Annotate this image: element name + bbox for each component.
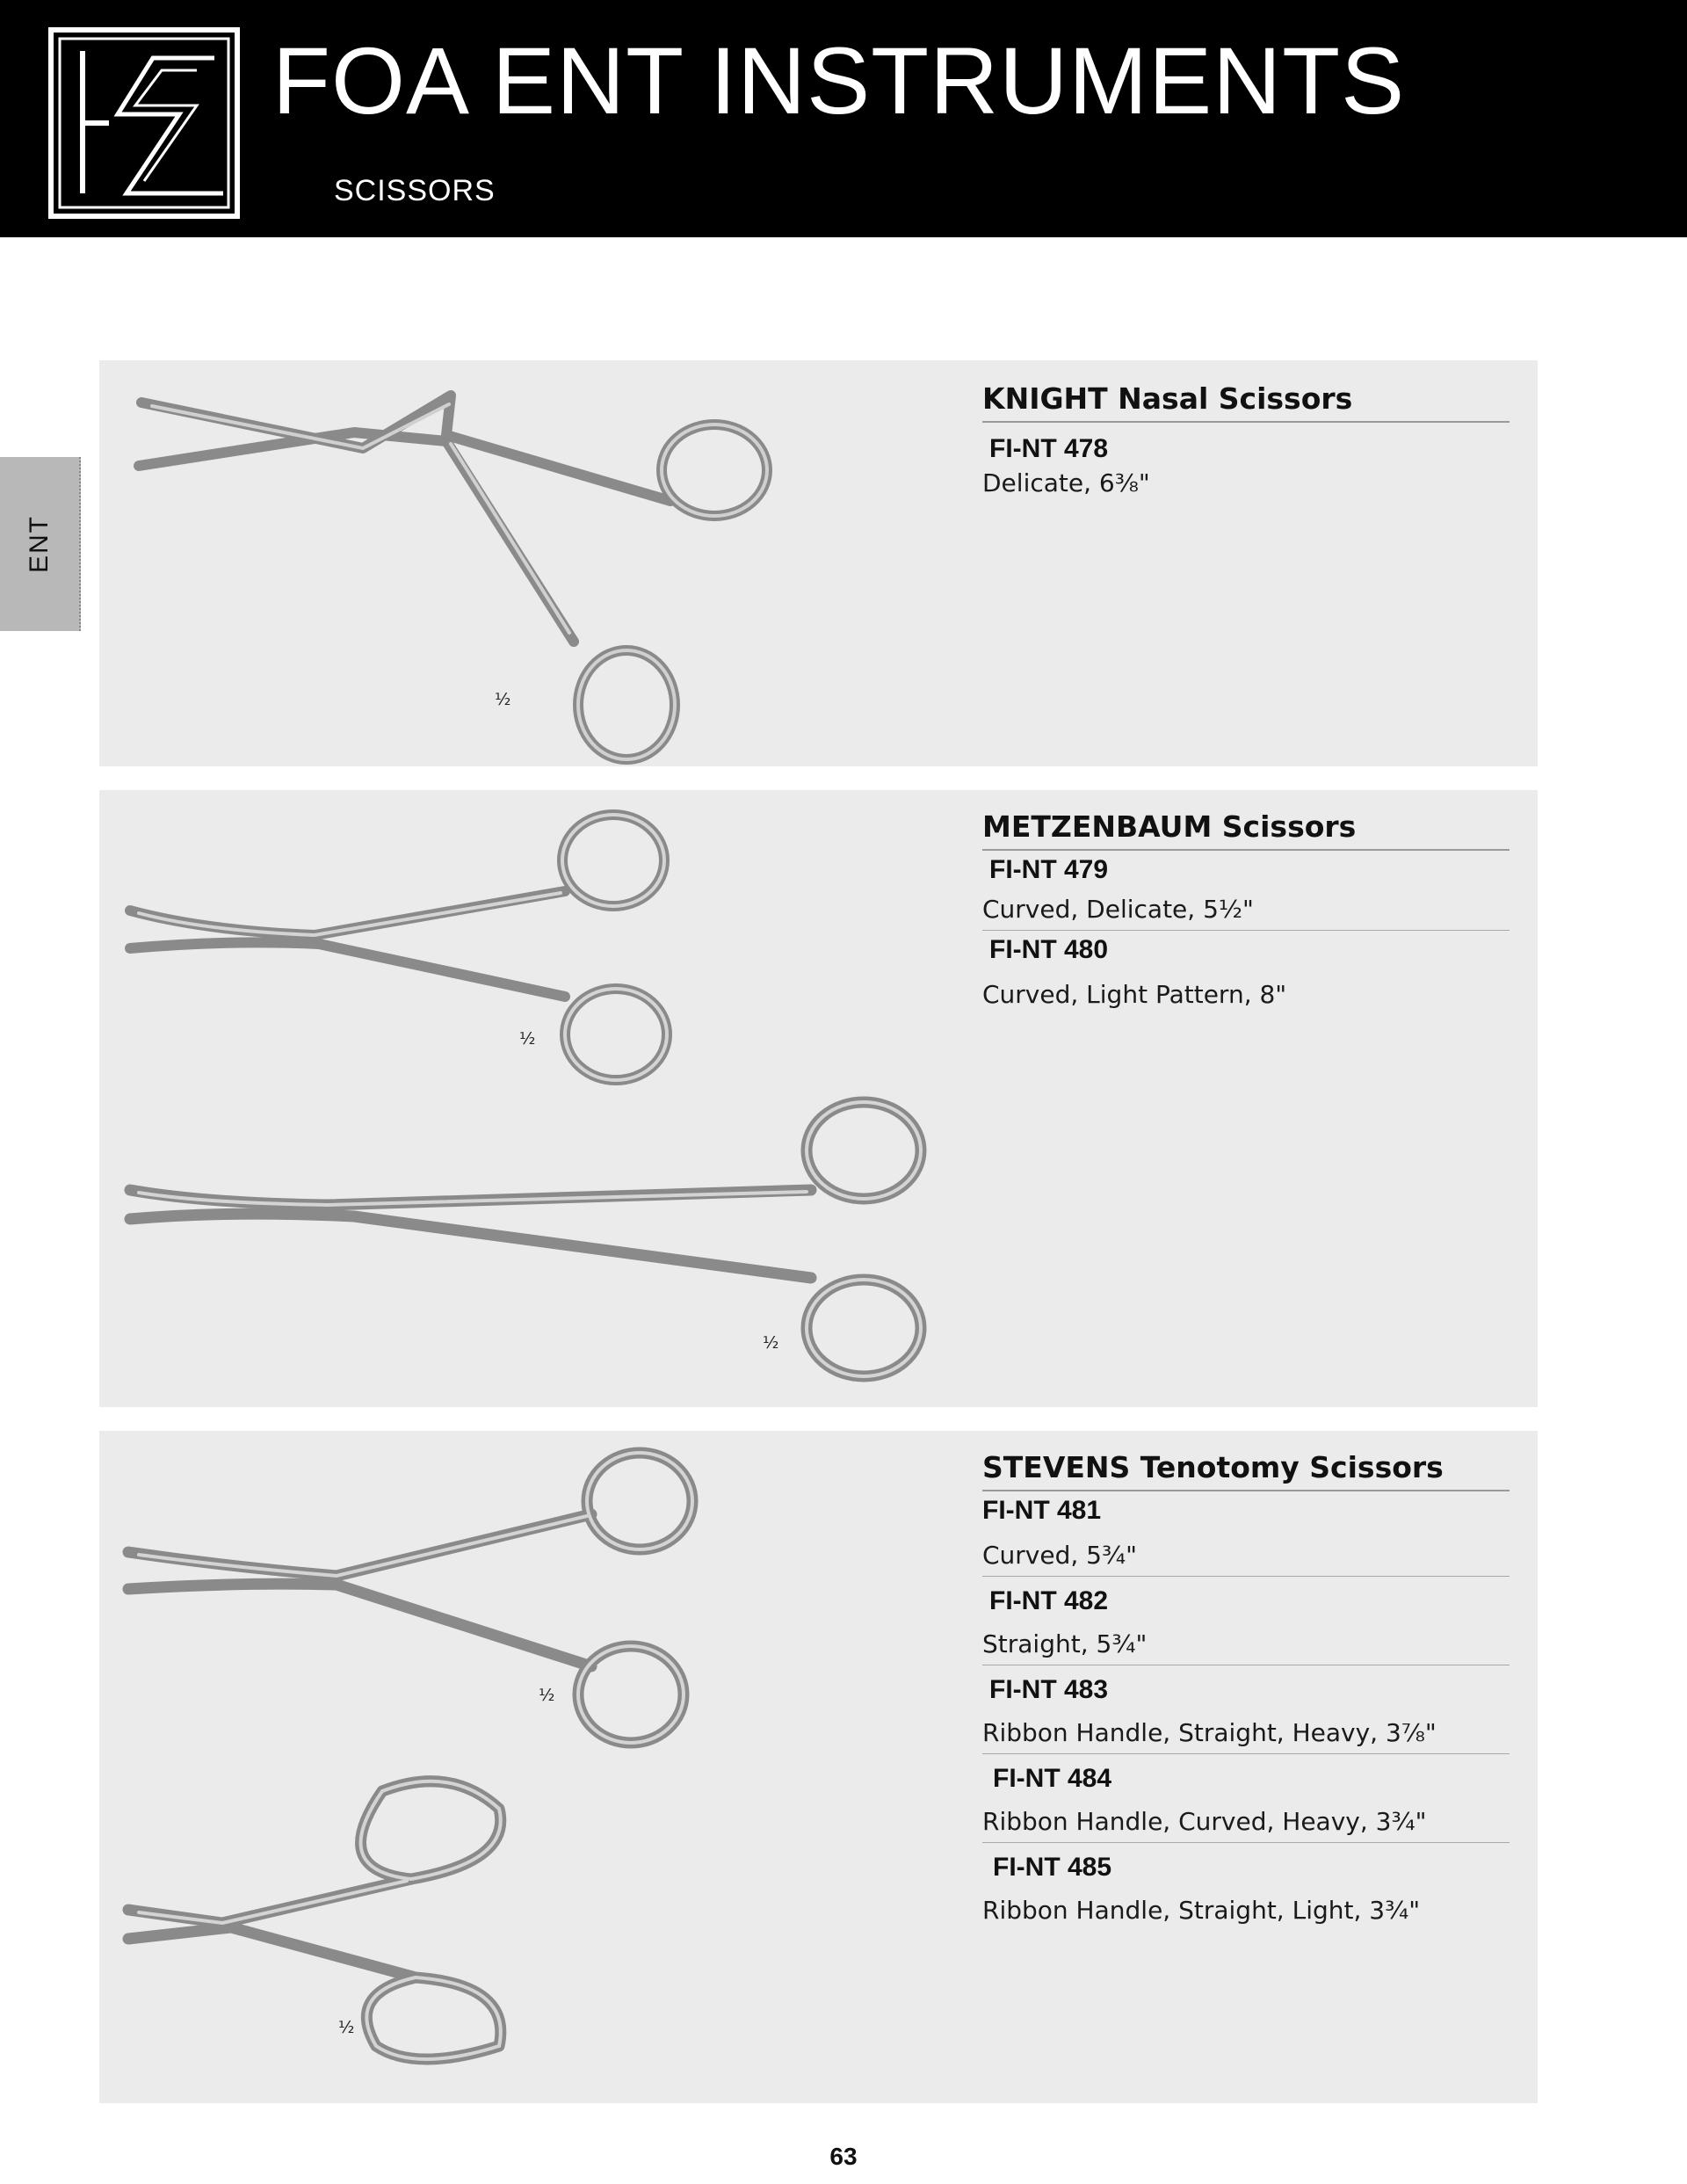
product-item bbox=[982, 851, 1510, 931]
item-code: FI-NT 480 bbox=[989, 935, 1109, 964]
item-description: Curved, Delicate, 5½" bbox=[982, 895, 1254, 924]
product-title: KNIGHT Nasal Scissors bbox=[982, 381, 1510, 423]
item-code: FI-NT 481 bbox=[982, 1496, 1102, 1525]
product-item bbox=[982, 1671, 1510, 1754]
product-panel-stevens bbox=[99, 1431, 1538, 2103]
ribbon-handle-scissors-image bbox=[99, 1431, 1022, 2103]
item-description: Ribbon Handle, Straight, Heavy, 3⅞" bbox=[982, 1718, 1437, 1747]
item-code: FI-NT 483 bbox=[989, 1675, 1109, 1704]
item-code: FI-NT 485 bbox=[993, 1853, 1112, 1882]
product-item bbox=[982, 1491, 1510, 1577]
item-code: FI-NT 478 bbox=[989, 434, 1109, 463]
scale-label: ½ bbox=[519, 1029, 536, 1048]
page-header bbox=[0, 0, 1687, 237]
product-item bbox=[982, 1582, 1510, 1665]
scale-label: ½ bbox=[763, 1333, 779, 1353]
item-code: FI-NT 482 bbox=[989, 1586, 1109, 1615]
product-info bbox=[982, 381, 1510, 504]
item-description: Straight, 5¾" bbox=[982, 1629, 1148, 1658]
product-item bbox=[982, 1848, 1510, 1931]
scale-label: ½ bbox=[539, 1686, 555, 1705]
item-description: Curved, 5¾" bbox=[982, 1541, 1138, 1570]
product-panel-metzenbaum bbox=[99, 790, 1538, 1407]
product-item bbox=[982, 931, 1510, 1015]
scale-label: ½ bbox=[495, 690, 511, 709]
knight-nasal-scissors-image bbox=[99, 360, 1022, 766]
side-tab-label: ENT bbox=[25, 515, 54, 573]
foa-logo-icon bbox=[47, 26, 241, 220]
item-code: FI-NT 479 bbox=[989, 855, 1109, 884]
item-description: Curved, Light Pattern, 8" bbox=[982, 980, 1287, 1009]
scale-label: ½ bbox=[338, 2018, 355, 2037]
product-title: METZENBAUM Scissors bbox=[982, 809, 1510, 851]
item-description: Ribbon Handle, Curved, Heavy, 3¾" bbox=[982, 1807, 1427, 1836]
item-description: Ribbon Handle, Straight, Light, 3¾" bbox=[982, 1896, 1421, 1925]
product-title: STEVENS Tenotomy Scissors bbox=[982, 1450, 1510, 1491]
page-number: 63 bbox=[829, 2143, 858, 2170]
category-subtitle: SCISSORS bbox=[334, 174, 496, 207]
product-panel-knight bbox=[99, 360, 1538, 766]
section-side-tab[interactable] bbox=[0, 457, 81, 631]
metzenbaum-scissors-large-image bbox=[99, 790, 1022, 1407]
item-code: FI-NT 484 bbox=[993, 1764, 1112, 1793]
product-info bbox=[982, 1450, 1510, 1931]
product-item bbox=[982, 430, 1510, 504]
item-description: Delicate, 6⅜" bbox=[982, 468, 1150, 497]
product-item bbox=[982, 1760, 1510, 1843]
product-info bbox=[982, 809, 1510, 1015]
brand-title: FOA ENT INSTRUMENTS bbox=[272, 27, 1406, 134]
